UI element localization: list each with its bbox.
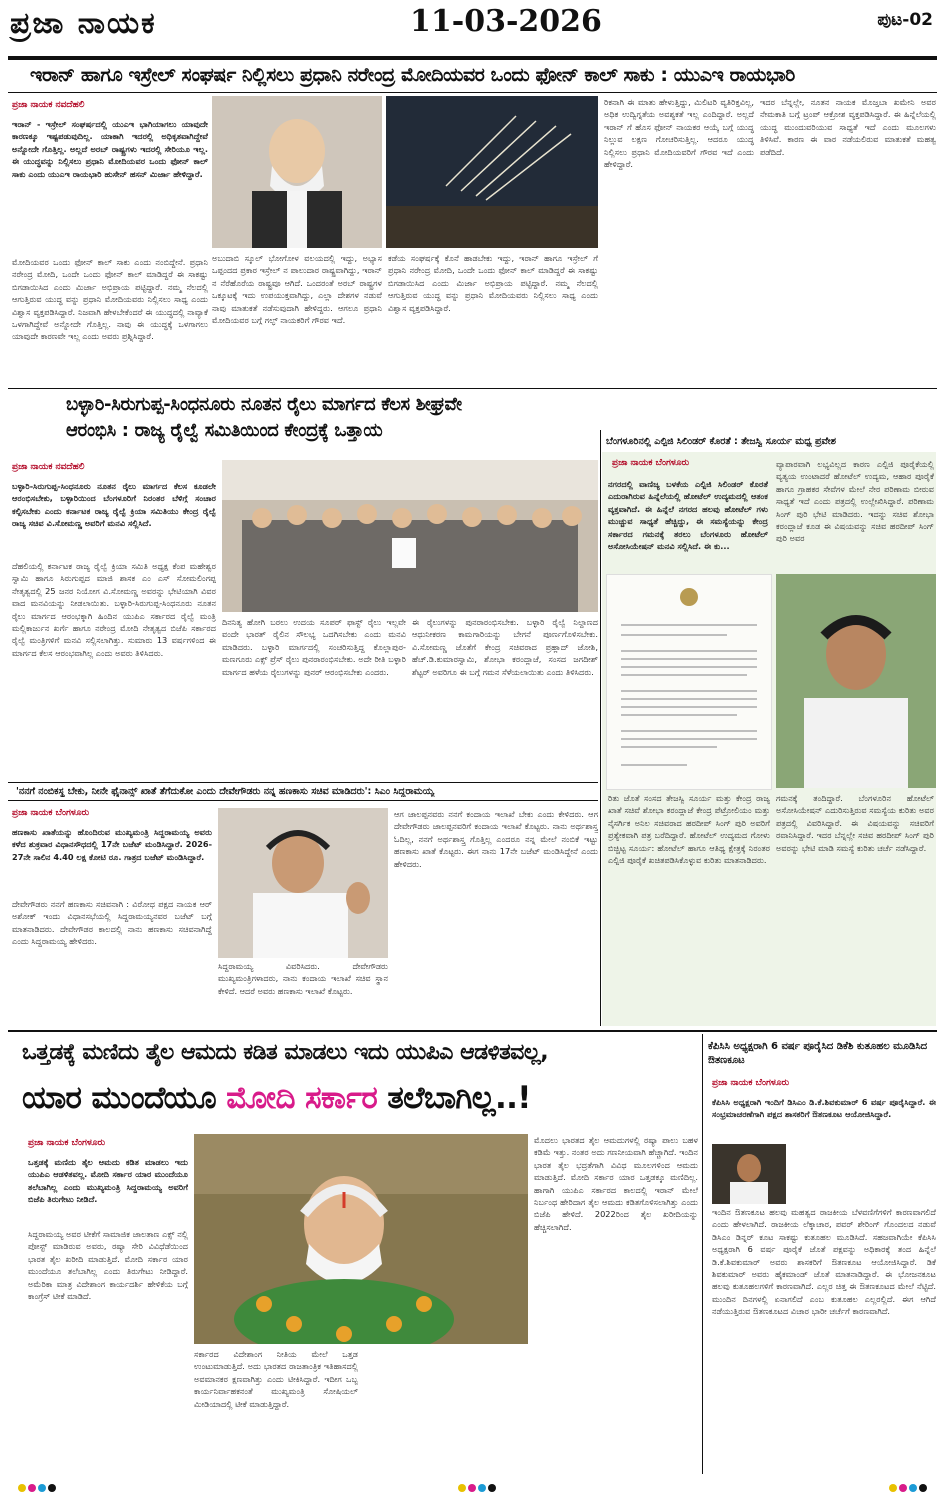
- story6-headline: ಕೆಪಿಸಿಸಿ ಅಧ್ಯಕ್ಷರಾಗಿ 6 ವರ್ಷ ಪೂರೈಸಿದ ಡಿಕೆಶಿ ಕುತೂಹಲ ಮೂಡಿಸಿದ ಔತಣಕೂಟ: [708, 1041, 928, 1066]
- column-rule: [600, 430, 601, 1026]
- story3-col1: ದೇವೇಗೌಡರು ನನಗೆ ಹಣಕಾಸು ಸಚಿವನಾಗಿ : ವಿರೋಧ ಪಕ್ಷದ ನಾಯಕ ಆರ್ ಅಶೋಕ್ ಇಂದು ವಿಧಾನಸಭೆಯಲ್ಲಿ ಸಿದ್ದರಾಮಯ್ಯನವರ ಬಜೆಟ್ ಬಗ್ಗೆ ಮಾತನಾಡಿದರು. ದೇವೇಗೌಡರ ಕಾಲದಲ್ಲಿ ನಾನು ಹಣಕಾಸು ಸಚಿವನಾಗಿದ್ದೆ ಎಂದು ಸಿದ್ದರಾಮಯ್ಯ ಹೇಳಿದರು.: [12, 899, 212, 947]
- tejasvi-surya-photo: [776, 574, 936, 788]
- divider: [8, 800, 598, 801]
- story2-byline: ಪ್ರಜಾ ನಾಯಕ ನವದೆಹಲಿ: [12, 462, 85, 472]
- issue-date: 11-03-2026: [410, 4, 602, 39]
- night-missiles-photo: [386, 96, 598, 248]
- story4-col-right: ವ್ಯಾಪಾರವಾಗಿ ಲಭ್ಯವಿಲ್ಲದ ಕಾರಣ ಎಲ್ಪಿಜಿ ಪೂರೈಕೆಯಲ್ಲಿ ವ್ಯತ್ಯಯ ಉಂಟಾದರೆ ಹೋಟೆಲ್ ಉದ್ಯಮ, ಆಹಾರ ಪೂರೈಕೆ ಹಾಗೂ ಗ್ರಾಹಕರ ಸೇವೆಗಳ ಮೇಲೆ ನೇರ ಪರಿಣಾಮ ಬೀರುವ ಸಾಧ್ಯತೆ ಇದೆ ಎಂದು ಪತ್ರದಲ್ಲಿ ಉಲ್ಲೇಖಿಸಿದ್ದಾರೆ. ಪರಿಣಾಮ ಸಿಂಗ್ ಪುರಿ ಭೇಟಿ ಮಾಡಿದರು. ಇದನ್ನು ಸಚಿವ ಶೋಭಾ ಕರಂದ್ಲಾಜೆ ಕೂಡ ಈ ವಿಷಯವನ್ನು ಸಚಿವ ಹರದೀಪ್ ಸಿಂಗ್ ಪುರಿ ಅವರ: [776, 459, 934, 544]
- registration-dots-icon: [8, 1481, 937, 1495]
- story6-byline: ಪ್ರಜಾ ನಾಯಕ ಬೆಂಗಳೂರು: [712, 1078, 790, 1088]
- story3-headline: 'ನನಗೆ ನಂಬಿಕಸ್ಥ ಬೇಕು, ನೀನೇ ಫೈನಾನ್ಸ್ ಖಾತೆ ತೆಗೆದುಕೋ ಎಂದು ದೇವೇಗೌಡರು ನನ್ನ ಹಣಕಾಸು ಸಚಿವ ಮಾಡಿದರು': ಸಿಎಂ ಸಿದ್ದರಾಮಯ್ಯ: [16, 786, 435, 797]
- story4-lower-right: ಗಮನಕ್ಕೆ ತಂದಿದ್ದಾರೆ. ಬೆಂಗಳೂರಿನ ಹೋಟೆಲ್ ಅಸೋಸಿಯೇಷನ್ ಎದುರಿಸುತ್ತಿರುವ ಸಮಸ್ಯೆಯ ಕುರಿತು ಅವರ ಪತ್ರದಲ್ಲಿ ವಿವರಿಸಿದ್ದಾರೆ. ಈ ವಿಷಯವನ್ನು ಸಚಿವರಿಗೆ ರವಾನಿಸಿದ್ದಾರೆ. ಇದರ ಬೆನ್ನಲ್ಲೇ ಸಚಿವ ಹರದೀಪ್ ಸಿಂಗ್ ಪುರಿ ಅವರನ್ನು ಭೇಟಿ ಮಾಡಿ ಸಮಸ್ಯೆ ಕುರಿತು ಚರ್ಚೆ ನಡೆಸಿದ್ದಾರೆ.: [776, 793, 934, 853]
- modi-garland-photo: [194, 1134, 528, 1344]
- story4-byline: ಪ್ರಜಾ ನಾಯಕ ಬೆಂಗಳೂರು: [612, 458, 690, 468]
- story5-col2: ಸರ್ಕಾರದ ವಿದೇಶಾಂಗ ನೀತಿಯ ಮೇಲೆ ಒತ್ತಡ ಉಂಟುಮಾಡುತ್ತಿದೆ. ಅದು ಭಾರತದ ರಾಜತಾಂತ್ರಿಕ ಇತಿಹಾಸದಲ್ಲಿ ಅವಮಾನಕರ ಕ್ಷಣವಾಗಿತ್ತು ಎಂದು ಟೀಕಿಸಿದ್ದಾರೆ. ಇದೀಗ ಒಬ್ಬ ಕಾರ್ಯನಿರ್ವಾಹಕನಂತೆ ಮುಖ್ಯಮಂತ್ರಿ ಸೋಷಿಯಲ್ ಮೀಡಿಯಾದಲ್ಲಿ ಟೀಕೆ ಮಾಡುತ್ತಿದ್ದಾರೆ.: [194, 1349, 358, 1409]
- story1-col3: ಕಡೆಯ ಸಂಘರ್ಷಕ್ಕೆ ಕೊನೆ ಹಾಡಬೇಕು ಇದ್ದು, ಇರಾನ್ ಹಾಗೂ ಇಸ್ರೇಲ್ ಗೆ ಪ್ರಧಾನಿ ನರೇಂದ್ರ ಮೋದಿ, ಒಂದೇ ಒಂದು ಫೋನ್ ಕಾಲ್ ಮಾಡಿದ್ದರೆ ಈ ಸಾಕಷ್ಟು ಬಿಗಡಾಯಿಸಿದ ಎಂದು ಮಿರ್ಜಾ ಅಭಿಪ್ರಾಯ ಪಟ್ಟಿದ್ದಾರೆ. ನಮ್ಮ ನೆಲದಲ್ಲಿ ಆಗುತ್ತಿರುವ ಯುದ್ಧ ವನ್ನು ಪ್ರಧಾನಿ ಮೋದಿಯವರು ನಿಲ್ಲಿಸಲು ಸಾಧ್ಯ ಎಂದು ವಿಶ್ವಾಸ ವ್ಯಕ್ತಪಡಿಸಿದ್ದಾರೆ.: [388, 253, 598, 313]
- story3-lead: ಹಣಕಾಸು ಖಾತೆಯನ್ನು ಹೊಂದಿರುವ ಮುಖ್ಯಮಂತ್ರಿ ಸಿದ್ದರಾಮಯ್ಯ ಅವರು ಕಳೆದ ಶುಕ್ರವಾರ ವಿಧಾನಸೌಧದಲ್ಲಿ 17ನೇ ಬಜೆಟ್ ಮಂಡಿಸಿದ್ದಾರೆ. 2026-27ನೇ ಸಾಲಿನ 4.40 ಲಕ್ಷ ಕೋಟಿ ರೂ. ಗಾತ್ರದ ಬಜೆಟ್ ಮಂಡಿಸಿದ್ದಾರೆ.: [12, 827, 212, 862]
- story2-col1: ದೆಹಲಿಯಲ್ಲಿ ಕರ್ನಾಟಕ ರಾಜ್ಯ ರೈಲ್ವೆ ಕ್ರಿಯಾ ಸಮಿತಿ ಅಧ್ಯಕ್ಷ ಕೆಂಪ ಮಹೇಶ್ವರ ಸ್ವಾಮಿ ಹಾಗೂ ಸಿರುಗುಪ್ಪದ ಮಾಜಿ ಶಾಸಕ ಎಂ ಎಸ್ ಸೋಮಲಿಂಗಪ್ಪ ನೇತೃತ್ವದಲ್ಲಿ 25 ಜನರ ನಿಯೋಗ ವಿ.ಸೋಮಣ್ಣ ಅವರನ್ನು ಭೇಟಿಯಾಗಿ ವಿವರ ವಾದ ಮನವಿಯನ್ನು ನೀಡಲಾಯಿತು. ಬಳ್ಳಾರಿ-ಸಿರುಗುಪ್ಪ-ಸಿಂಧನೂರು ನೂತನ ರೈಲು ಮಾರ್ಗದ ಆರಂಭಕ್ಕಾಗಿ ಹಿಂದಿನ ಯುಪಿಎ ಸರ್ಕಾರದ ರೈಲ್ವೆ ಮಂತ್ರಿ ಮಲ್ಲಿಕಾರ್ಜುನ ಖರ್ಗೆ ಹಾಗೂ ನರೇಂದ್ರ ಮೋದಿ ನೇತೃತ್ವದ ಬಿಜೆಪಿ ಸರ್ಕಾರದ ರೈಲ್ವೆ ಮಂತ್ರಿಗಳಿಗೆ ಮನವಿ ಸಲ್ಲಿಸಲಾಗಿತ್ತು. ಸುಮಾರು 13 ವರ್ಷಗಳಿಂದ ಈ ಮಾರ್ಗದ ಕೆಲಸ ಆರಂಭವಾಗಿಲ್ಲ ಎಂದು ಅವರು ತಿಳಿಸಿದರು.: [12, 561, 216, 658]
- story4-headline: ಬೆಂಗಳೂರಿನಲ್ಲಿ ಎಲ್ಪಿಜಿ ಸಿಲಿಂಡರ್ ಕೊರತೆ : ತೇಜಸ್ವಿ ಸೂರ್ಯ ಮಧ್ಯ ಪ್ರವೇಶ: [606, 436, 836, 447]
- masthead: [0, 0, 945, 58]
- story2-lead: ಬಳ್ಳಾರಿ-ಸಿರುಗುಪ್ಪ-ಸಿಂಧನೂರು ನೂತನ ರೈಲು ಮಾರ್ಗದ ಕೆಲಸ ಕೂಡಲೇ ಆರಂಭಿಸಬೇಕು, ಬಳ್ಳಾರಿಯಿಂದ ಬೆಂಗಳೂರಿಗೆ ನಿರಂತರ ಬೆಳಿಗ್ಗೆ ಸಂಚಾರ ಕಲ್ಪಿಸಬೇಕು ಎಂದು ಕರ್ನಾಟಕ ರಾಜ್ಯ ರೈಲ್ವೆ ಕ್ರಿಯಾ ಸಮಿತಿಯು ಕೇಂದ್ರ ರೈಲ್ವೆ ರಾಜ್ಯ ಸಚಿವ ವಿ.ಸೋಮಣ್ಣ ಅವರಿಗೆ ಮನವಿ ಸಲ್ಲಿಸಿದೆ.: [12, 481, 216, 529]
- paper-name: ಪ್ರಜಾ ನಾಯಕ: [10, 6, 157, 41]
- story1-col2: ಅಬುದಾಬಿ ಸ್ಕೂಲ್ ಭೋಗೋಳ ವಲಯದಲ್ಲಿ ಇದ್ದು, ಅಭ್ಯಾಸ ಒಪ್ಪಂದದ ಪ್ರಕಾರ ಇಸ್ರೇಲ್ ನ ಪಾಲುದಾರ ರಾಷ್ಟ್ರವಾಗಿದ್ದು, ಇರಾನ್ ನ ನೆರೆಹೊರೆಯ ರಾಷ್ಟ್ರವೂ ಆಗಿದೆ. ಒಂದರಂತೆ ಅರಬ್ ರಾಷ್ಟ್ರಗಳ ಒಕ್ಕೂಟಕ್ಕೆ ಇದು ಉಪಯುಕ್ತವಾಗಿದ್ದು, ಎಲ್ಲಾ ದೇಶಗಳ ನಡುವೆ ನಾವು ಮಾತುಕತೆ ನಡೆಸುವುದಾಗಿ ಹೇಳಿದ್ದರು. ಆಗಲೂ ಪ್ರಧಾನಿ ಮೋದಿಯವರ ಬಗ್ಗೆ ಗಲ್ಫ್ ನಾಯಕರಿಗೆ ಗೌರವ ಇದೆ.: [212, 253, 382, 326]
- story5-byline: ಪ್ರಜಾ ನಾಯಕ ಬೆಂಗಳೂರು: [28, 1138, 106, 1148]
- person-photo-icon: [712, 1144, 786, 1204]
- person-photo-icon: [776, 574, 936, 788]
- story1-lead: ಇರಾನ್ - ಇಸ್ರೇಲ್ ಸಂಘರ್ಷದಲ್ಲಿ ಯುಎಇ ಭಾಗಿಯಾಗಲು ಯಾವುದೇ ಕಾರಣಕ್ಕೂ ಇಷ್ಟಪಡುವುದಿಲ್ಲ. ಯಾಕಾಗಿ ಇದರಲ್ಲಿ ಅಧಿಕೃತವಾಗಿದ್ದೇವೆ ಅನ್ನೋದೇ ಗೊತ್ತಿಲ್ಲ. ಅಲ್ಲದೆ ಅರಬ್ ರಾಷ್ಟ್ರಗಳು ಇದರಲ್ಲಿ ಸೇರಿಯೂ ಇಲ್ಲ. ಈ ಯುದ್ಧವನ್ನು ನಿಲ್ಲಿಸಲು ಪ್ರಧಾನಿ ಮೋದಿಯವರ ಒಂದು ಫೋನ್ ಕಾಲ್ ಸಾಕು ಎಂದು ಯುಎಇ ರಾಯಭಾರಿ ಹುಸೇನ್ ಹಸನ್ ಮಿರ್ಜಾ ಹೇಳಿದ್ದಾರೆ.: [12, 119, 208, 179]
- story5-col1: ಸಿದ್ದರಾಮಯ್ಯ ಅವರ ಟೀಕೆಗೆ ಸಾಮಾಜಿಕ ಜಾಲತಾಣ ಎಕ್ಸ್ ನಲ್ಲಿ ಪೋಸ್ಟ್ ಮಾಡಿರುವ ಅವರು, ರಷ್ಯಾ ಸೇರಿ ವಿವಿಧೆಡೆಯಿಂದ ಭಾರತ ತೈಲ ಖರೀದಿ ಮಾಡುತ್ತಿದೆ. ಮೋದಿ ಸರ್ಕಾರ ಯಾರ ಮುಂದೆಯೂ ತಲೆಬಾಗಿಲ್ಲ ಎಂದು ತಿರುಗೇಟು ನೀಡಿದ್ದಾರೆ. ಅಮೆರಿಕಾ ಮಾತ್ರ ವಿದೇಶಾಂಗ ಕಾರ್ಯದರ್ಶಿ ಹೇಳಿಕೆಯ ಬಗ್ಗೆ ಕಾಂಗ್ರೆಸ್ ಟೀಕೆ ಮಾಡಿದೆ.: [28, 1229, 188, 1302]
- group-photo-icon: [222, 460, 598, 612]
- divider: [8, 782, 598, 783]
- sky-photo-icon: [386, 96, 598, 248]
- story5-headline-line2: [22, 1080, 531, 1117]
- letter-image: [606, 574, 772, 790]
- story5-col3: ಮೊದಲು ಭಾರತದ ತೈಲ ಆಮದುಗಳಲ್ಲಿ ರಷ್ಯಾ ಪಾಲು ಬಹಳ ಕಡಿಮೆ ಇತ್ತು. ನಂತರ ಅದು ಗಣನೀಯವಾಗಿ ಹೆಚ್ಚಾಗಿದೆ. ಇಂದಿನ ಭಾರತ ತೈಲ ಭದ್ರತೆಗಾಗಿ ವಿವಿಧ ಮೂಲಗಳಿಂದ ಆಮದು ಮಾಡುತ್ತಿದೆ. ಮೋದಿ ಸರ್ಕಾರ ಯಾರ ಒತ್ತಡಕ್ಕೂ ಮಣಿದಿಲ್ಲ. ಹಾಗಾಗಿ ಯುಪಿಎ ಸರ್ಕಾರದ ಕಾಲದಲ್ಲಿ ಇರಾನ್ ಮೇಲೆ ನಿರ್ಬಂಧ ಹೇರಿದಾಗ ತೈಲ ಆಮದು ಕಡಿತಗೊಳಿಸಲಾಗಿತ್ತು ಎಂದು ಬಿಜೆಪಿ ಹೇಳಿದೆ. 2022ರಿಂದ ತೈಲ ಖರೀದಿಯನ್ನು ಹೆಚ್ಚಿಸಲಾಗಿದೆ.: [534, 1135, 698, 1232]
- story1-col4: ರಿಕನಾಗಿ ಈ ಮಾತು ಹೇಳುತ್ತಿದ್ದು, ಮಿಲಿಟರಿ ವ್ಯತಿರಿಕ್ತವಿಲ್ಲ, ಅಧಿಕ ಉದ್ವಿಗ್ನತೆಯ ಅವಶ್ಯಕತೆ ಇಲ್ಲ ಎಂದಿದ್ದಾರೆ. ಅಲ್ಲದೆ ಇರಾನ್ ಗೆ ಹೊಸ ಫೋನ್ ನಾಯಕರ ಆಯ್ಕೆ ಬಗ್ಗೆ ಯುದ್ಧ ನಿಲ್ಲುವ ಲಕ್ಷಣ ಗೋಚರಿಸುತ್ತಿಲ್ಲ. ಆದರೂ ಯುದ್ಧ ನಿಲ್ಲಿಸಲು ಪ್ರಧಾನಿ ಮೋದಿಯವರಿಗೆ ಗೌರವ ಇದೆ ಎಂದು ಹೇಳಿದ್ದಾರೆ.: [604, 97, 754, 170]
- divider: [8, 1030, 937, 1032]
- page-number: ಪುಟ-02: [877, 10, 933, 30]
- headline-part: ತಲೆಬಾಗಿಲ್ಲ..!: [377, 1080, 531, 1116]
- delegation-photo: [222, 460, 598, 612]
- story3-col3: ಆಗ ಜಾಲಪ್ಪನವರು ನನಗೆ ಕಂದಾಯ ಇಲಾಖೆ ಬೇಕು ಎಂದು ಕೇಳಿದರು. ಆಗ ದೇವೇಗೌಡರು ಜಾಲಪ್ಪನವರಿಗೆ ಕಂದಾಯ ಇಲಾಖೆ ಕೊಟ್ಟರು. ನಾನು ಅರ್ಥಶಾಸ್ತ್ರ ಓದಿಲ್ಲ, ನನಗೆ ಅರ್ಥಶಾಸ್ತ್ರ ಗೊತ್ತಿಲ್ಲ ಎಂದರೂ ನನ್ನ ಮೇಲೆ ನಂಬಿಕೆ ಇಟ್ಟು ಹಣಕಾಸು ಖಾತೆ ಕೊಟ್ಟರು. ಈಗ ನಾನು 17ನೇ ಬಜೆಟ್ ಮಂಡಿಸಿದ್ದೇನೆ ಎಂದು ಹೇಳಿದರು.: [394, 809, 598, 869]
- column-rule: [702, 1034, 703, 1474]
- story6-body: ಇಂದಿನ ಔತಣಕೂಟ ಹಲವು ಮಹತ್ವದ ರಾಜಕೀಯ ಬೆಳವಣಿಗೆಗಳಿಗೆ ಕಾರಣವಾಗಲಿದೆ ಎಂದು ಹೇಳಲಾಗಿದೆ. ರಾಜಕೀಯ ಲೆಕ್ಕಾಚಾರ, ಪವರ್ ಶೇರಿಂಗ್ ಗೊಂದಲದ ನಡುವೆ ಡಿಸಿಎಂ ಡಿನ್ನರ್ ಕೂಟ ಸಾಕಷ್ಟು ಕುತೂಹಲ ಮೂಡಿಸಿದೆ. ಸಹಜವಾಗಿಯೇ ಕೆಪಿಸಿಸಿ ಅಧ್ಯಕ್ಷರಾಗಿ 6 ವರ್ಷ ಪೂರೈಕೆ ಜೊತೆ ಪಕ್ಷವನ್ನು ಅಧಿಕಾರಕ್ಕೆ ತಂದ ಹಿನ್ನೆಲೆ ಡಿ.ಕೆ.ಶಿವಕುಮಾರ್ ಅವರು ಶಾಸಕರಿಗೆ ಔತಣಕೂಟ ಆಯೋಜಿಸಿದ್ದಾರೆ. ಡಿಕೆ ಶಿವಕುಮಾರ್ ಅವರು ಹೈಕಮಾಂಡ್ ಜೊತೆ ಮಾತನಾಡಿದ್ದಾರೆ. ಈ ಭೋಜನಕೂಟ ಹಲವು ಕುತೂಹಲಗಳಿಗೆ ಕಾರಣವಾಗಿದೆ. ಎಲ್ಲರ ಚಿತ್ತ ಈ ಔತಣಕೂಟದ ಮೇಲೆ ನೆಟ್ಟಿದೆ. ಮುಂದಿನ ದಿನಗಳಲ್ಲಿ ಏನಾಗಲಿದೆ ಎಂಬ ಕುತೂಹಲ ಎಲ್ಲರಲ್ಲಿದೆ. ಈಗ ಆಗಿದೆ ನಡೆಯುತ್ತಿರುವ ಔತಣಕೂಟದ ವಿಚಾರ ಭಾರೀ ಚರ್ಚೆಗೆ ಕಾರಣವಾಗಿದೆ.: [712, 1207, 936, 1317]
- story5-lead: ಒತ್ತಡಕ್ಕೆ ಮಣಿದು ತೈಲ ಆಮದು ಕಡಿತ ಮಾಡಲು ಇದು ಯುಪಿಎ ಆಡಳಿತವಲ್ಲ. ಮೋದಿ ಸರ್ಕಾರ ಯಾರ ಮುಂದೆಯೂ ತಲೆಬಾಗಿಲ್ಲ ಎಂದು ಮುಖ್ಯಮಂತ್ರಿ ಸಿದ್ದರಾಮಯ್ಯ ಅವರಿಗೆ ಬಿಜೆಪಿ ತಿರುಗೇಟು ನೀಡಿದೆ.: [28, 1157, 188, 1205]
- story5-headline-line1: ಒತ್ತಡಕ್ಕೆ ಮಣಿದು ತೈಲ ಆಮದು ಕಡಿತ ಮಾಡಲು ಇದು ಯುಪಿಎ ಆಡಳಿತವಲ್ಲ,: [22, 1040, 549, 1065]
- story4-col-left: ನಗರದಲ್ಲಿ ವಾಣಿಜ್ಯ ಬಳಕೆಯ ಎಲ್ಪಿಜಿ ಸಿಲಿಂಡರ್ ಕೊರತೆ ಎದುರಾಗಿರುವ ಹಿನ್ನೆಲೆಯಲ್ಲಿ ಹೋಟೆಲ್ ಉದ್ಯಮದಲ್ಲಿ ಆತಂಕ ವ್ಯಕ್ತವಾಗಿದೆ. ಈ ಹಿನ್ನೆಲೆ ನಗರದ ಹಲವು ಹೋಟೆಲ್ ಗಳು ಮುಚ್ಚುವ ಸಾಧ್ಯತೆ ಹೆಚ್ಚಿದ್ದು, ಈ ಸಮಸ್ಯೆಯನ್ನು ಕೇಂದ್ರ ಸರ್ಕಾರದ ಗಮನಕ್ಕೆ ತರಲು ಬೆಂಗಳೂರು ಹೋಟೆಲ್ ಅಸೋಸಿಯೇಷನ್ ಮನವಿ ಸಲ್ಲಿಸಿದೆ. ಈ ಕು...: [608, 479, 768, 552]
- story1-byline: ಪ್ರಜಾ ನಾಯಕ ನವದೆಹಲಿ: [12, 100, 85, 110]
- headline-part: ಯಾರ ಮುಂದೆಯೂ: [22, 1080, 227, 1116]
- modi-photo: [212, 96, 382, 248]
- story4-lower-left: ರಿತು ಜೊತೆ ಸಂಸದ ತೇಜಸ್ವಿ ಸೂರ್ಯ ಮತ್ತು ಕೇಂದ್ರ ರಾಜ್ಯ ಖಾತೆ ಸಚಿವೆ ಶೋಭಾ ಕರಂದ್ಲಾಜೆ ಕೇಂದ್ರ ಪೆಟ್ರೋಲಿಯಂ ಮತ್ತು ನೈಸರ್ಗಿಕ ಅನಿಲ ಸಚಿವರಾದ ಹರದೀಪ್ ಸಿಂಗ್ ಪುರಿ ಅವರಿಗೆ ಪ್ರತ್ಯೇಕವಾಗಿ ಪತ್ರ ಬರೆದಿದ್ದಾರೆ. ಹೋಟೆಲ್ ಉದ್ಯಮದ ಗೋಳು ಬಿಚ್ಚಿಟ್ಟ ಸೂರ್ಯ: ಹೋಟೆಲ್ ಹಾಗೂ ಆತಿಥ್ಯ ಕ್ಷೇತ್ರಕ್ಕೆ ನಿರಂತರ ಎಲ್ಪಿಜಿ ಪೂರೈಕೆ ಖಚಿತಪಡಿಸಿಕೊಳ್ಳುವ ಕುರಿತು ಮಾತನಾಡಿದರು.: [608, 793, 770, 866]
- story2-headline-line2: ಆರಂಭಿಸಿ : ರಾಜ್ಯ ರೈಲ್ವೆ ಸಮಿತಿಯಿಂದ ಕೇಂದ್ರಕ್ಕೆ ಒತ್ತಾಯ: [66, 420, 383, 441]
- story1-col5: ಇದರ ಬೆನ್ನಲ್ಲೇ, ನೂತನ ನಾಯಕ ಮೊಜ್ತಬಾ ಖಮೇನಿ ಅವರ ನೇಮಕಾತಿ ಬಗ್ಗೆ ಟ್ರಂಪ್ ಆಕ್ರೋಶ ವ್ಯಕ್ತಪಡಿಸಿದ್ದಾರೆ. ಈ ಹಿನ್ನೆಲೆಯಲ್ಲಿ ಯುದ್ಧ ಮುಂದುವರಿಯುವ ಸಾಧ್ಯತೆ ಇದೆ ಎಂದು ಮೂಲಗಳು ತಿಳಿಸಿವೆ. ಕಾರಣ ಈ ವಾರ ನಡೆಯಲಿರುವ ಮಾತುಕತೆ ಮಹತ್ವ ಪಡೆದಿದೆ.: [760, 97, 936, 157]
- person-photo-icon: [218, 808, 388, 958]
- person-photo-icon: [212, 96, 382, 248]
- headline-highlight: ಮೋದಿ ಸರ್ಕಾರ: [226, 1080, 378, 1116]
- story6-lead: ಕೆಪಿಸಿಸಿ ಅಧ್ಯಕ್ಷರಾಗಿ ಇಂದಿಗೆ ಡಿಸಿಎಂ ಡಿ.ಕೆ.ಶಿವಕುಮಾರ್ 6 ವರ್ಷ ಪೂರೈಸಿದ್ದಾರೆ. ಈ ಸಂಭ್ರಮಾಚರಣೆಗಾಗಿ ಪಕ್ಷದ ಶಾಸಕರಿಗೆ ಔತಣಕೂಟ ಆಯೋಜಿಸಿದ್ದಾರೆ.: [712, 1097, 936, 1120]
- story3-col2: ಸಿದ್ದರಾಮಯ್ಯ ವಿವರಿಸಿದರು. ದೇವೇಗೌಡರು ಮುಖ್ಯಮಂತ್ರಿಗಳಾದರು, ನಾನು ಕಂದಾಯ ಇಲಾಖೆ ಸಚಿವ ಸ್ಥಾನ ಕೇಳಿದೆ. ಆದರೆ ಅವರು ಹಣಕಾಸು ಇಲಾಖೆ ಕೊಟ್ಟರು.: [218, 961, 388, 996]
- document-icon: [607, 575, 771, 789]
- story2-col3: ಈ ರೈಲುಗಳನ್ನು ಪುನರಾರಂಭಿಸಬೇಕು. ಬಳ್ಳಾರಿ ರೈಲ್ವೆ ನಿಲ್ದಾಣದ ಆಧುನೀಕರಣ ಕಾಮಗಾರಿಯನ್ನು ಬೇಗನೆ ಪೂರ್ಣಗೊಳಿಸಬೇಕು. ವಿ.ಸೋಮಣ್ಣ ಜೊತೆಗೆ ಕೇಂದ್ರ ಸಚಿವರಾದ ಪ್ರಹ್ಲಾದ್ ಜೋಶಿ, ಹೆಚ್.ಡಿ.ಕುಮಾರಸ್ವಾಮಿ, ಶೋಭಾ ಕರಂದ್ಲಾಜೆ, ಸಂಸದ ಜಗದೀಶ್ ಶೆಟ್ಟರ್ ಅವರಿಗೂ ಈ ಬಗ್ಗೆ ಗಮನ ಸೆಳೆಯಲಾಯಿತು ಎಂದು ತಿಳಿಸಿದರು.: [412, 617, 598, 677]
- masthead-rule: [8, 56, 937, 60]
- dk-shivakumar-photo: [712, 1144, 786, 1204]
- story3-byline: ಪ್ರಜಾ ನಾಯಕ ಬೆಂಗಳೂರು: [12, 808, 90, 818]
- story2-col2: ದಿನನಿತ್ಯ ಹೋಗಿ ಬರಲು ಉದಯ ಸೂಪರ್ ಫಾಸ್ಟ್ ರೈಲು ಇಲ್ಲವೇ ವಂದೇ ಭಾರತ್ ರೈಲಿನ ಸೌಲಭ್ಯ ಒದಗಿಸಬೇಕು ಎಂದು ಮನವಿ ಮಾಡಿದರು. ಬಳ್ಳಾರಿ ಮಾರ್ಗದಲ್ಲಿ ಸಂಚರಿಸುತ್ತಿದ್ದ ಕೊಲ್ಲಾಪುರ-ಮಣಗೂರು ಎಕ್ಸ್ ಪ್ರೆಸ್ ರೈಲು ಪುನರಾರಂಭಿಸಬೇಕು. ಅದೇ ರೀತಿ ಬಳ್ಳಾರಿ ಮಾರ್ಗದ ಹಳೆಯ ರೈಲುಗಳನ್ನು ಪುನರ್ ಆರಂಭಿಸಬೇಕು ಎಂದರು.: [222, 617, 406, 677]
- footer-register-marks: [8, 1480, 937, 1494]
- person-photo-icon: [194, 1134, 528, 1344]
- divider: [8, 92, 937, 93]
- divider: [8, 388, 937, 389]
- story5-col2b: [364, 1348, 528, 1472]
- story1-headline: ಇರಾನ್ ಹಾಗೂ ಇಸ್ರೇಲ್ ಸಂಘರ್ಷ ನಿಲ್ಲಿಸಲು ಪ್ರಧಾನಿ ನರೇಂದ್ರ ಮೋದಿಯವರ ಒಂದು ಫೋನ್ ಕಾಲ್ ಸಾಕು : ಯುಎಇ ರಾಯಭಾರಿ: [30, 64, 795, 86]
- story2-headline-line1: ಬಳ್ಳಾರಿ-ಸಿರುಗುಪ್ಪ-ಸಿಂಧನೂರು ನೂತನ ರೈಲು ಮಾರ್ಗದ ಕೆಲಸ ಶೀಘ್ರವೇ: [66, 394, 462, 415]
- story1-col1: ಮೋದಿಯವರ ಒಂದು ಫೋನ್ ಕಾಲ್ ಸಾಕು ಎಂದು ನಂಬಿದ್ದೇನೆ. ಪ್ರಧಾನಿ ನರೇಂದ್ರ ಮೋದಿ, ಒಂದೇ ಒಂದು ಫೋನ್ ಕಾಲ್ ಮಾಡಿದ್ದರೆ ಈ ಸಾಕಷ್ಟು ಬಿಗಡಾಯಿಸಿದ ಎಂದು ಮಿರ್ಜಾ ಅಭಿಪ್ರಾಯ ಪಟ್ಟಿದ್ದಾರೆ. ನಮ್ಮ ನೆಲದಲ್ಲಿ ಆಗುತ್ತಿರುವ ಯುದ್ಧ ವನ್ನು ಪ್ರಧಾನಿ ಮೋದಿಯವರು ನಿಲ್ಲಿಸಲು ಸಾಧ್ಯ ಎಂದು ವಿಶ್ವಾಸ ವ್ಯಕ್ತಪಡಿಸಿದ್ದಾರೆ. ನಿಜವಾಗಿ ಹೇಳಬೇಕೆಂದರೆ ಈ ಯುದ್ಧದಲ್ಲಿ ನಾವ್ಯಾಕೆ ಒಳಗಾಗಿದ್ದೇವೆ ಅನ್ನೋದೇ ಗೊತ್ತಿಲ್ಲ. ನಾವು ಈ ಯುದ್ಧಕ್ಕೆ ಒಳಗಾಗಲು ಯಾವುದೇ ಕಾರಣವೇ ಇಲ್ಲ ಎಂದು ಅವರು ಪ್ರಶ್ನಿಸಿದ್ದಾರೆ.: [12, 257, 208, 342]
- siddaramaiah-photo: [218, 808, 388, 958]
